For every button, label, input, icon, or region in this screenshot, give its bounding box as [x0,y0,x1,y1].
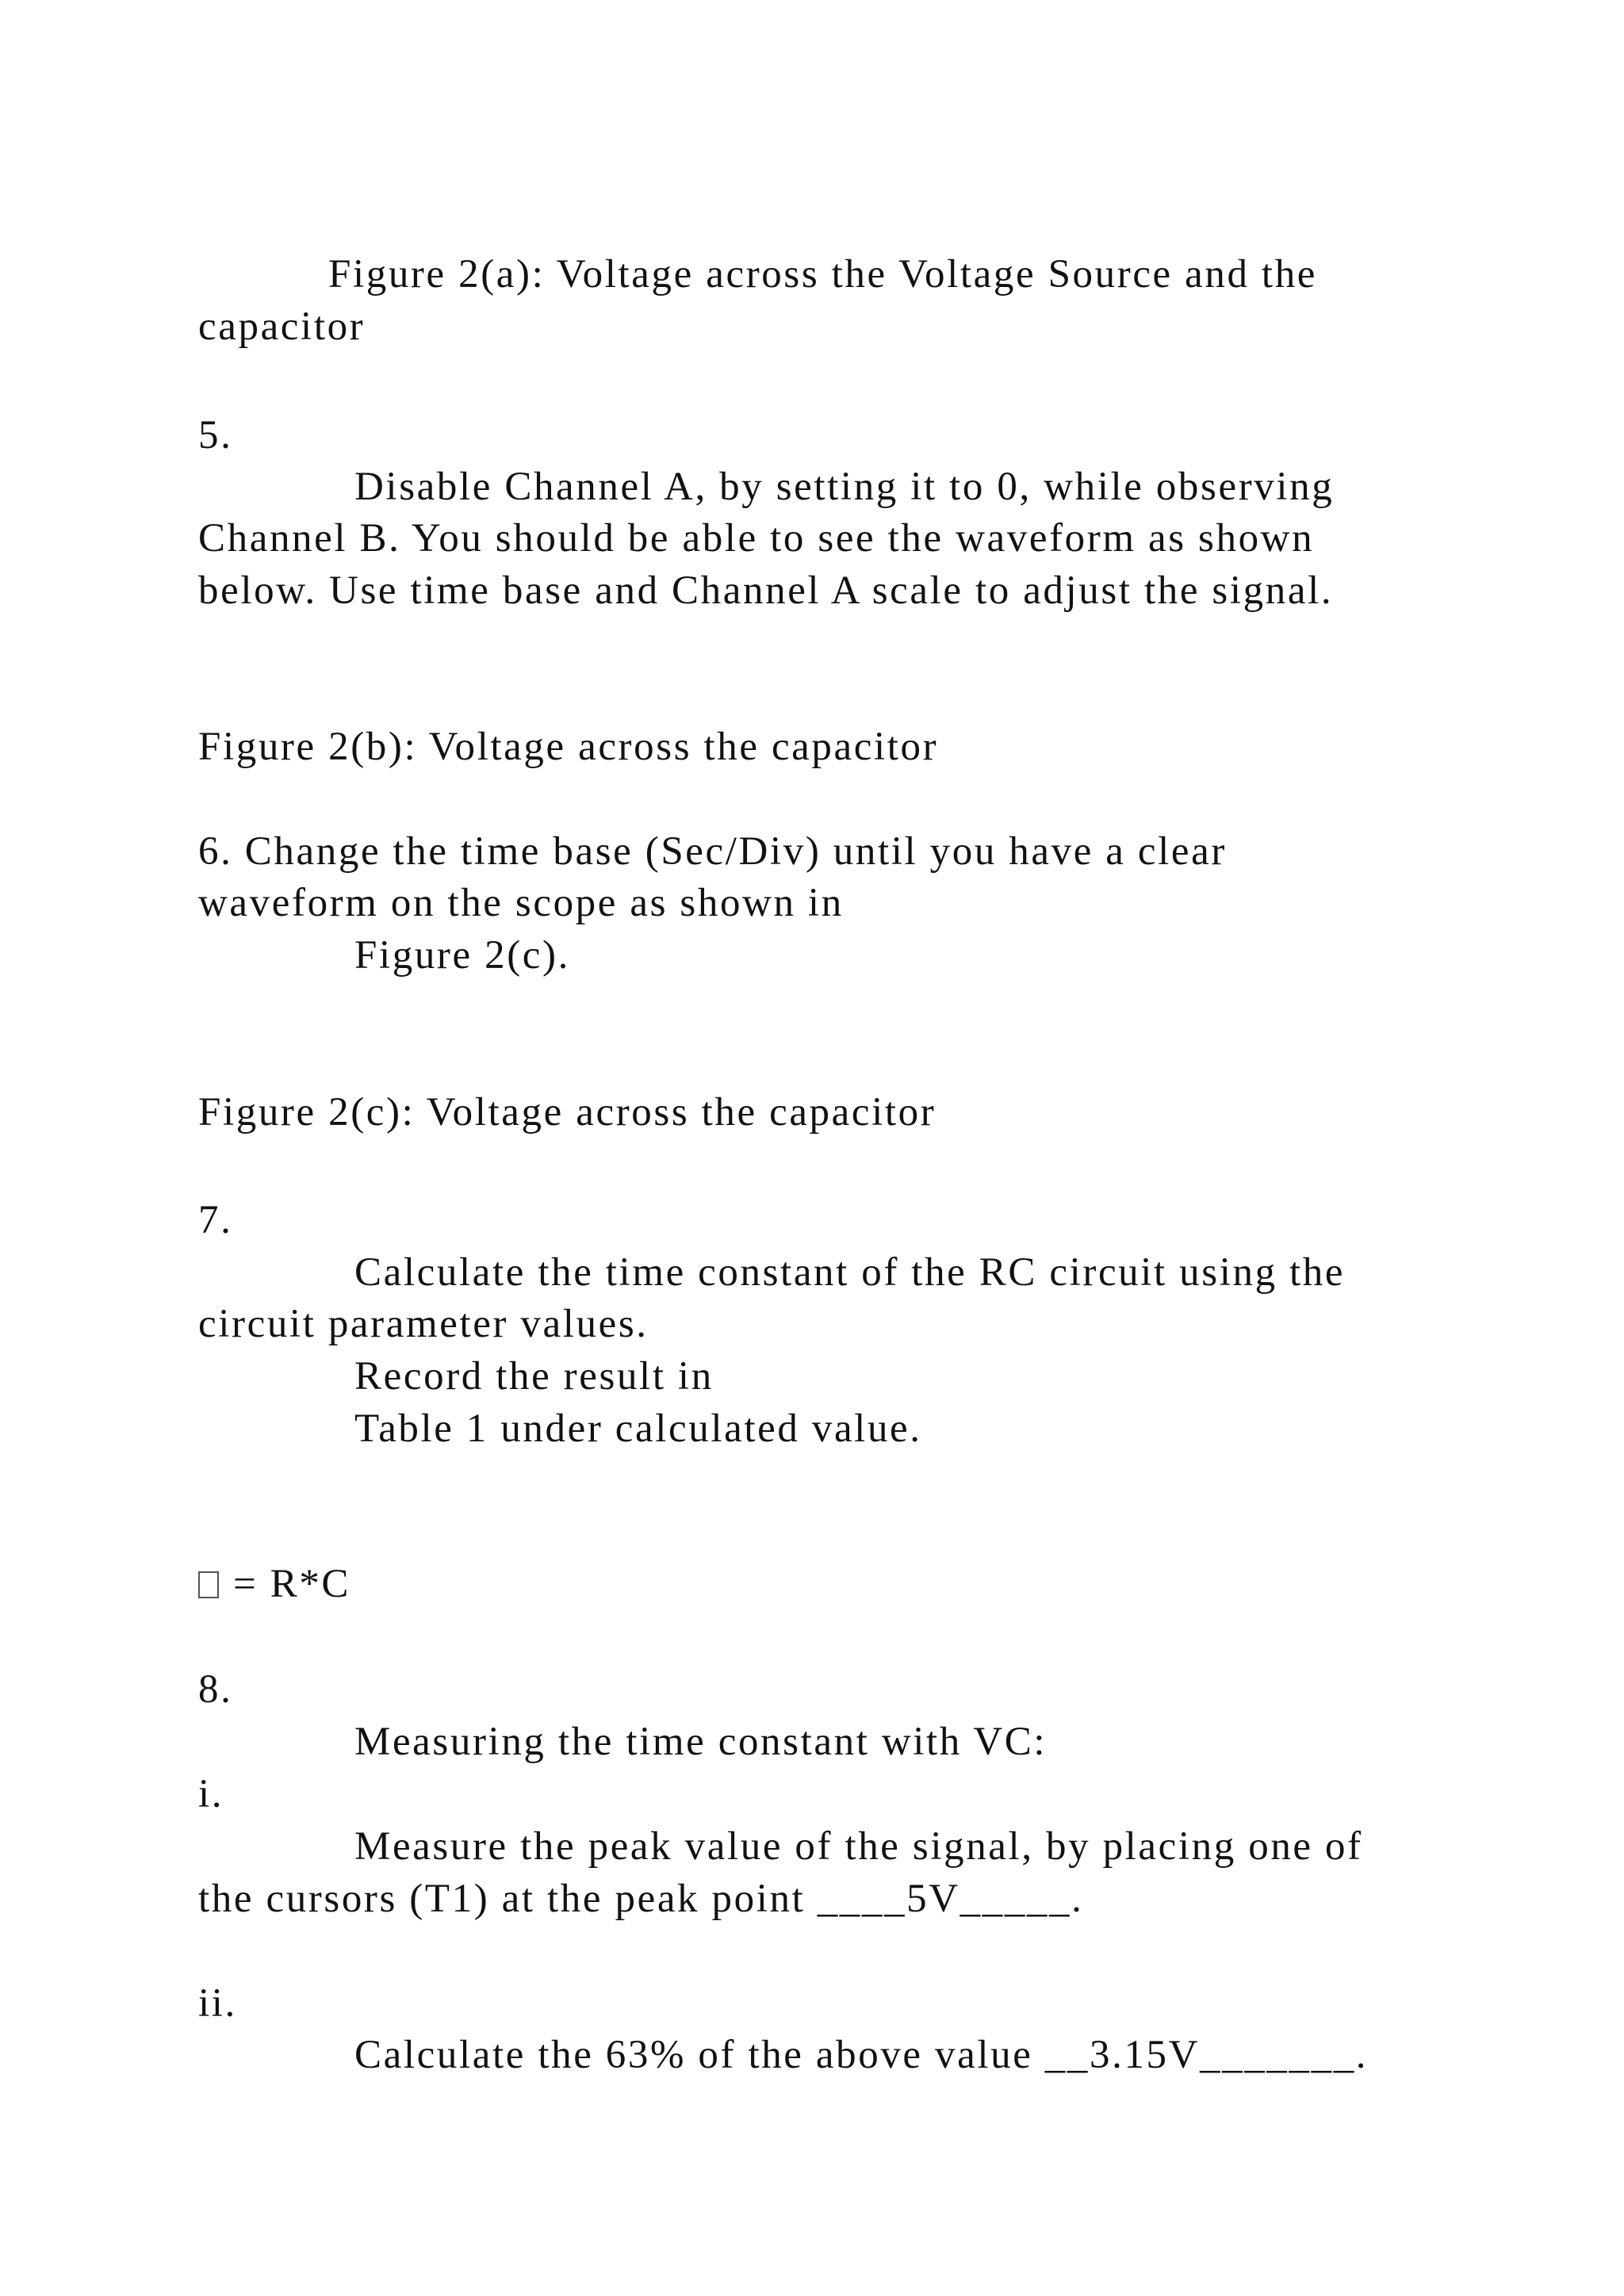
time-constant-formula [198,1564,350,1605]
step-6-text-line-2: waveform on the scope as shown in [198,881,844,925]
missing-tau-glyph-icon [198,1571,219,1598]
step-5-number: 5. [198,413,233,457]
substep-ii-number: ii. [198,1981,237,2026]
step-7-number: 7. [198,1198,233,1242]
figure-2b-caption: Figure 2(b): Voltage across the capacitor [198,725,939,769]
substep-i-text-line-1: Measure the peak value of the signal, by placing one of [354,1824,1363,1869]
step-5-text-line-3: below. Use time base and Channel A scale to adjust the signal. [198,568,1334,613]
step-8-text-line-1: Measuring the time constant with VC: [354,1720,1048,1764]
step-7-text-line-1: Calculate the time constant of the RC circuit using the [354,1250,1346,1295]
substep-i-number: i. [198,1772,224,1816]
step-7-text-line-2: circuit parameter values. [198,1302,649,1346]
figure-2a-caption-line-1: Figure 2(a): Voltage across the Voltage Source and the [328,252,1318,297]
figure-2a-caption-line-2: capacitor [198,304,366,349]
formula-text: = R*C [233,1562,351,1606]
step-6-text-line-1: 6. Change the time base (Sec/Div) until you have a clear [198,829,1227,874]
figure-2c-caption: Figure 2(c): Voltage across the capacitor [198,1090,936,1135]
step-6-text-line-3: Figure 2(c). [354,933,570,978]
step-5-text-line-2: Channel B. You should be able to see the waveform as shown [198,516,1315,561]
step-7-text-line-4: Table 1 under calculated value. [354,1406,922,1451]
step-5-text-line-1: Disable Channel A, by setting it to 0, while observing [354,465,1335,509]
substep-ii-text-line-1: Calculate the 63% of the above value __3.15V_______. [354,2033,1369,2077]
step-7-text-line-3: Record the result in [354,1354,714,1399]
substep-i-text-line-2: the cursors (T1) at the peak point ____5V_____. [198,1877,1084,1921]
step-8-number: 8. [198,1667,233,1712]
